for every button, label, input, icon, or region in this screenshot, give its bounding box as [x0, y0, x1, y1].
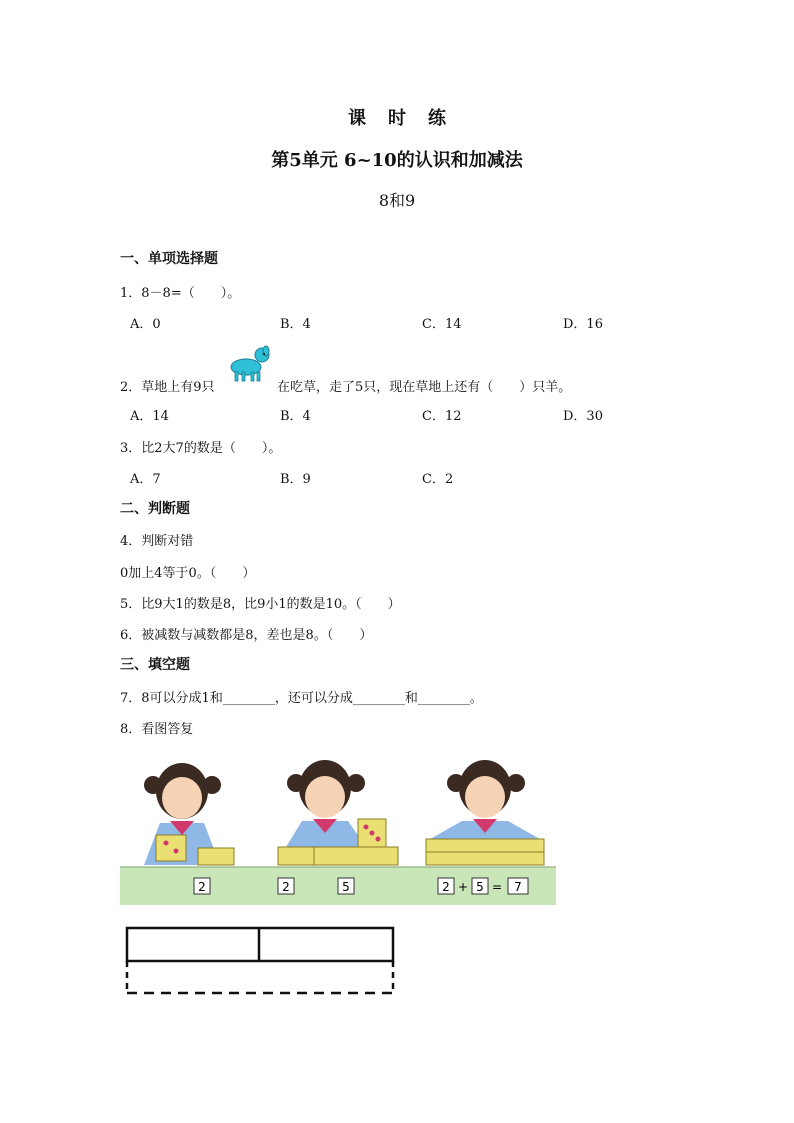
- q2-option-a: A．14: [130, 409, 169, 424]
- section-heading-fill: 三、填空题: [120, 657, 190, 673]
- section-heading-choice: 一、单项选择题: [120, 251, 218, 267]
- worksheet-title: 课时练: [348, 108, 468, 129]
- panel3-addend-a: 2: [442, 880, 450, 894]
- question-4-statement: 0加上4等于0。（ ）: [120, 566, 256, 581]
- part-whole-diagram: [124, 925, 398, 997]
- question-3: 3．比2大7的数是（ ）。: [120, 441, 282, 456]
- panel3-sum: 7: [514, 880, 522, 894]
- q1-option-a: A．0: [130, 317, 161, 332]
- q1-option-b: B．4: [280, 317, 311, 332]
- panel3-equals: =: [491, 880, 503, 894]
- q2-option-d: D．30: [563, 409, 603, 424]
- question-7: 7．8可以分成1和________，还可以分成________和________。: [120, 691, 483, 706]
- panel3-addend-b: 5: [476, 880, 484, 894]
- section-heading-judge: 二、判断题: [120, 501, 190, 517]
- q3-option-a: A．7: [130, 472, 161, 487]
- question-2-start: 2．草地上有9只: [120, 380, 215, 395]
- panel1-number: 2: [198, 880, 206, 894]
- question-4: 4．判断对错: [120, 534, 194, 549]
- question-8: 8．看图答复: [120, 722, 194, 737]
- question-6: 6．被减数与减数都是8，差也是8。（ ）: [120, 628, 373, 643]
- panel3-plus: +: [457, 880, 469, 894]
- q2-option-c: C．12: [422, 409, 462, 424]
- q3-option-b: B．9: [280, 472, 311, 487]
- panel2-number-b: 5: [342, 880, 350, 894]
- girl-boxes-illustration: [120, 743, 556, 905]
- question-5: 5．比9大1的数是8，比9小1的数是10。（ ）: [120, 597, 401, 612]
- panel2-number-a: 2: [282, 880, 290, 894]
- q2-option-b: B．4: [280, 409, 311, 424]
- unit-title: 第5单元 6~10的认识和加减法: [271, 150, 523, 171]
- question-1: 1．8－8=（ ）。: [120, 286, 241, 301]
- q1-option-c: C．14: [422, 317, 462, 332]
- lesson-title: 8和9: [378, 191, 416, 210]
- q1-option-d: D．16: [563, 317, 603, 332]
- question-2-end: 在吃草，走了5只，现在草地上还有（ ）只羊。: [277, 380, 572, 395]
- sheep-icon: [226, 343, 276, 383]
- q3-option-c: C．2: [422, 472, 454, 487]
